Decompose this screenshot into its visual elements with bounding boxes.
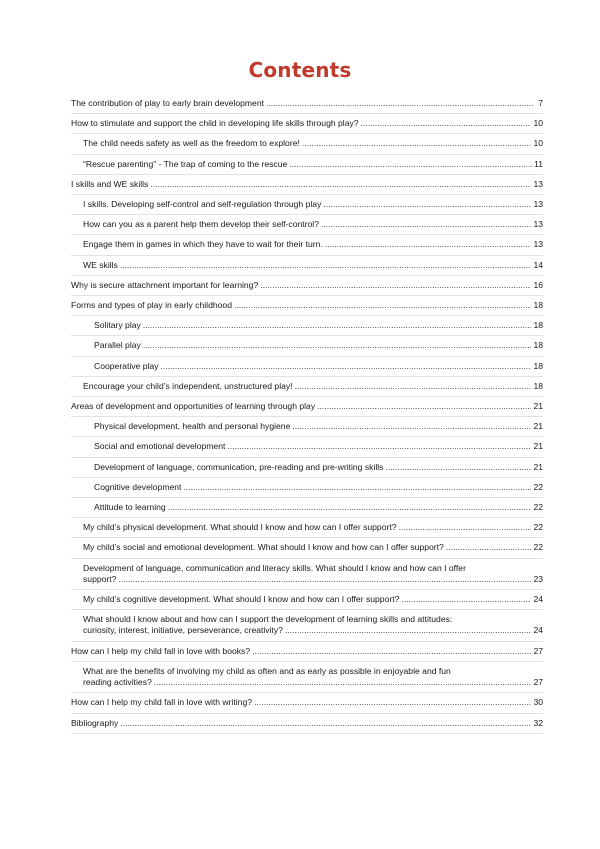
toc-entry[interactable]	[71, 437, 543, 457]
table-of-contents	[71, 94, 543, 734]
toc-entry[interactable]	[71, 498, 543, 518]
toc-entry-title: Why is secure attachment important for learning?	[71, 279, 259, 290]
toc-page-number: 13	[533, 219, 543, 230]
toc-entry[interactable]	[71, 276, 543, 296]
toc-page-number: 10	[533, 118, 543, 129]
toc-entry[interactable]	[71, 417, 543, 437]
toc-entry-title: Physical development, health and personal hygiene	[94, 421, 291, 432]
toc-entry[interactable]	[71, 94, 543, 114]
toc-entry-title: How can I help my child fall in love with writing?	[71, 697, 253, 708]
toc-entry[interactable]	[71, 397, 543, 417]
dot-leader	[252, 646, 531, 657]
toc-page-number: 11	[534, 158, 543, 169]
toc-entry-title: Development of language, communication, pre-reading and pre-writing skills	[94, 461, 384, 472]
toc-entry-title: Parallel play	[94, 340, 141, 351]
toc-entry[interactable]	[71, 662, 543, 693]
toc-page-number: 21	[533, 421, 543, 432]
toc-entry[interactable]	[71, 215, 543, 235]
dot-leader	[266, 98, 533, 109]
toc-entry[interactable]	[71, 642, 543, 662]
toc-entry[interactable]	[71, 175, 543, 195]
dot-leader	[183, 482, 531, 493]
dot-leader	[120, 718, 531, 729]
toc-entry-title: I skills. Developing self-control and self-regulation through play	[83, 199, 322, 210]
toc-entry-title: curiosity, interest, initiative, perseverance, creativity?	[83, 625, 283, 636]
toc-page-number: 16	[533, 279, 543, 290]
dot-leader	[321, 219, 531, 230]
toc-entry[interactable]	[71, 114, 543, 134]
dot-leader	[168, 502, 532, 513]
toc-entry[interactable]	[71, 134, 543, 154]
dot-leader	[446, 542, 532, 553]
toc-entry-title: My child’s physical development. What should I know and how can I offer support?	[83, 522, 397, 533]
dot-leader	[120, 260, 532, 271]
dot-leader	[143, 340, 532, 351]
toc-page-number: 13	[533, 239, 543, 250]
dot-leader	[118, 574, 531, 585]
toc-page-number: 23	[533, 573, 543, 584]
toc-page-number: 18	[533, 380, 543, 391]
dot-leader	[254, 697, 531, 708]
toc-page-number: 22	[533, 481, 543, 492]
toc-entry-title: Social and emotional development	[94, 441, 226, 452]
toc-entry[interactable]	[71, 256, 543, 276]
toc-entry-title: The child needs safety as well as the freedom to explore!	[83, 138, 300, 149]
dot-leader	[323, 199, 531, 210]
toc-entry[interactable]	[71, 518, 543, 538]
toc-entry-title: support?	[83, 573, 117, 584]
toc-entry[interactable]	[71, 538, 543, 558]
toc-entry[interactable]	[71, 693, 543, 713]
toc-entry[interactable]	[71, 195, 543, 215]
toc-entry-title: Cognitive development	[94, 481, 182, 492]
dot-leader	[385, 462, 531, 473]
toc-entry-title: Forms and types of play in early childhood	[71, 300, 232, 311]
toc-page-number: 22	[533, 502, 543, 513]
dot-leader	[260, 280, 531, 291]
dot-leader	[401, 594, 531, 605]
toc-entry[interactable]	[71, 336, 543, 356]
toc-entry-title: How to stimulate and support the child in developing life skills through play?	[71, 118, 359, 129]
toc-page-number: 13	[533, 178, 543, 189]
toc-entry-title: Solitary play	[94, 320, 141, 331]
toc-page-number: 24	[533, 625, 543, 636]
toc-entry[interactable]	[71, 610, 543, 641]
dot-leader	[317, 401, 531, 412]
toc-entry[interactable]	[71, 316, 543, 336]
toc-entry-title: WE skills	[83, 259, 118, 270]
toc-entry[interactable]	[71, 357, 543, 377]
toc-page-number: 18	[533, 300, 543, 311]
dot-leader	[154, 677, 532, 688]
dot-leader	[399, 522, 532, 533]
toc-entry-title: Engage them in games in which they have to wait for their turn.	[83, 239, 323, 250]
toc-entry[interactable]	[71, 377, 543, 397]
dot-leader	[292, 421, 531, 432]
toc-page-number: 10	[533, 138, 543, 149]
toc-page-number: 32	[533, 717, 543, 728]
dot-leader	[289, 159, 532, 170]
dot-leader	[227, 441, 531, 452]
toc-entry-title: reading activities?	[83, 677, 152, 688]
dot-leader	[150, 179, 531, 190]
toc-entry[interactable]	[71, 590, 543, 610]
toc-entry-title-line: What are the benefits of involving my child as often and as early as possible in enjoyable and fun	[83, 665, 451, 676]
page-title: Contents	[248, 58, 352, 82]
dot-leader	[285, 625, 531, 636]
toc-entry[interactable]	[71, 478, 543, 498]
toc-entry[interactable]	[71, 296, 543, 316]
toc-page-number: 22	[533, 522, 543, 533]
toc-entry-title: How can I help my child fall in love with books?	[71, 645, 251, 656]
toc-entry-title-line: What should I know about and how can I support the development of learning skills and attitudes:	[83, 614, 453, 625]
toc-entry[interactable]	[71, 458, 543, 478]
toc-page-number: 24	[533, 594, 543, 605]
toc-entry-title-line: Development of language, communication and literacy skills. What should I know and how can I offer	[83, 562, 466, 573]
toc-page-number: 7	[538, 98, 543, 108]
toc-page-number: 13	[533, 199, 543, 210]
toc-entry-title: How can you as a parent help them develop their self-control?	[83, 219, 319, 230]
toc-entry-title: Cooperative play	[94, 360, 159, 371]
dot-leader	[161, 361, 532, 372]
toc-entry-title: I skills and WE skills	[71, 178, 149, 189]
toc-page-number: 22	[533, 542, 543, 553]
toc-page-number: 21	[533, 401, 543, 412]
toc-entry-title: The contribution of play to early brain development	[71, 98, 264, 108]
toc-entry-title: Bibliography	[71, 717, 119, 728]
dot-leader	[295, 381, 532, 392]
dot-leader	[302, 138, 532, 149]
toc-page-number: 18	[533, 360, 543, 371]
toc-entry-title: My child’s social and emotional development. What should I know and how can I offer support?	[83, 542, 444, 553]
toc-entry-title: Areas of development and opportunities of learning through play	[71, 401, 316, 412]
toc-page-number: 21	[533, 461, 543, 472]
dot-leader	[234, 300, 531, 311]
toc-page-number: 27	[533, 645, 543, 656]
toc-page-number: 18	[533, 340, 543, 351]
toc-entry-title: Attitude to learning	[94, 502, 166, 513]
dot-leader	[325, 239, 532, 250]
toc-entry[interactable]	[71, 559, 543, 590]
toc-entry[interactable]	[71, 235, 543, 255]
toc-page-number: 30	[533, 697, 543, 708]
toc-entry-title: “Rescue parenting” - The trap of coming to the rescue	[83, 158, 288, 169]
toc-entry[interactable]	[71, 155, 543, 175]
toc-page-number: 18	[533, 320, 543, 331]
dot-leader	[143, 320, 532, 331]
dot-leader	[361, 118, 532, 129]
toc-entry-title: Encourage your child’s independent, unstructured play!	[83, 380, 293, 391]
toc-entry-title: My child’s cognitive development. What should I know and how can I offer support?	[83, 594, 400, 605]
toc-page-number: 21	[533, 441, 543, 452]
toc-entry[interactable]	[71, 714, 543, 734]
toc-page-number: 14	[533, 259, 543, 270]
toc-page-number: 27	[533, 677, 543, 688]
